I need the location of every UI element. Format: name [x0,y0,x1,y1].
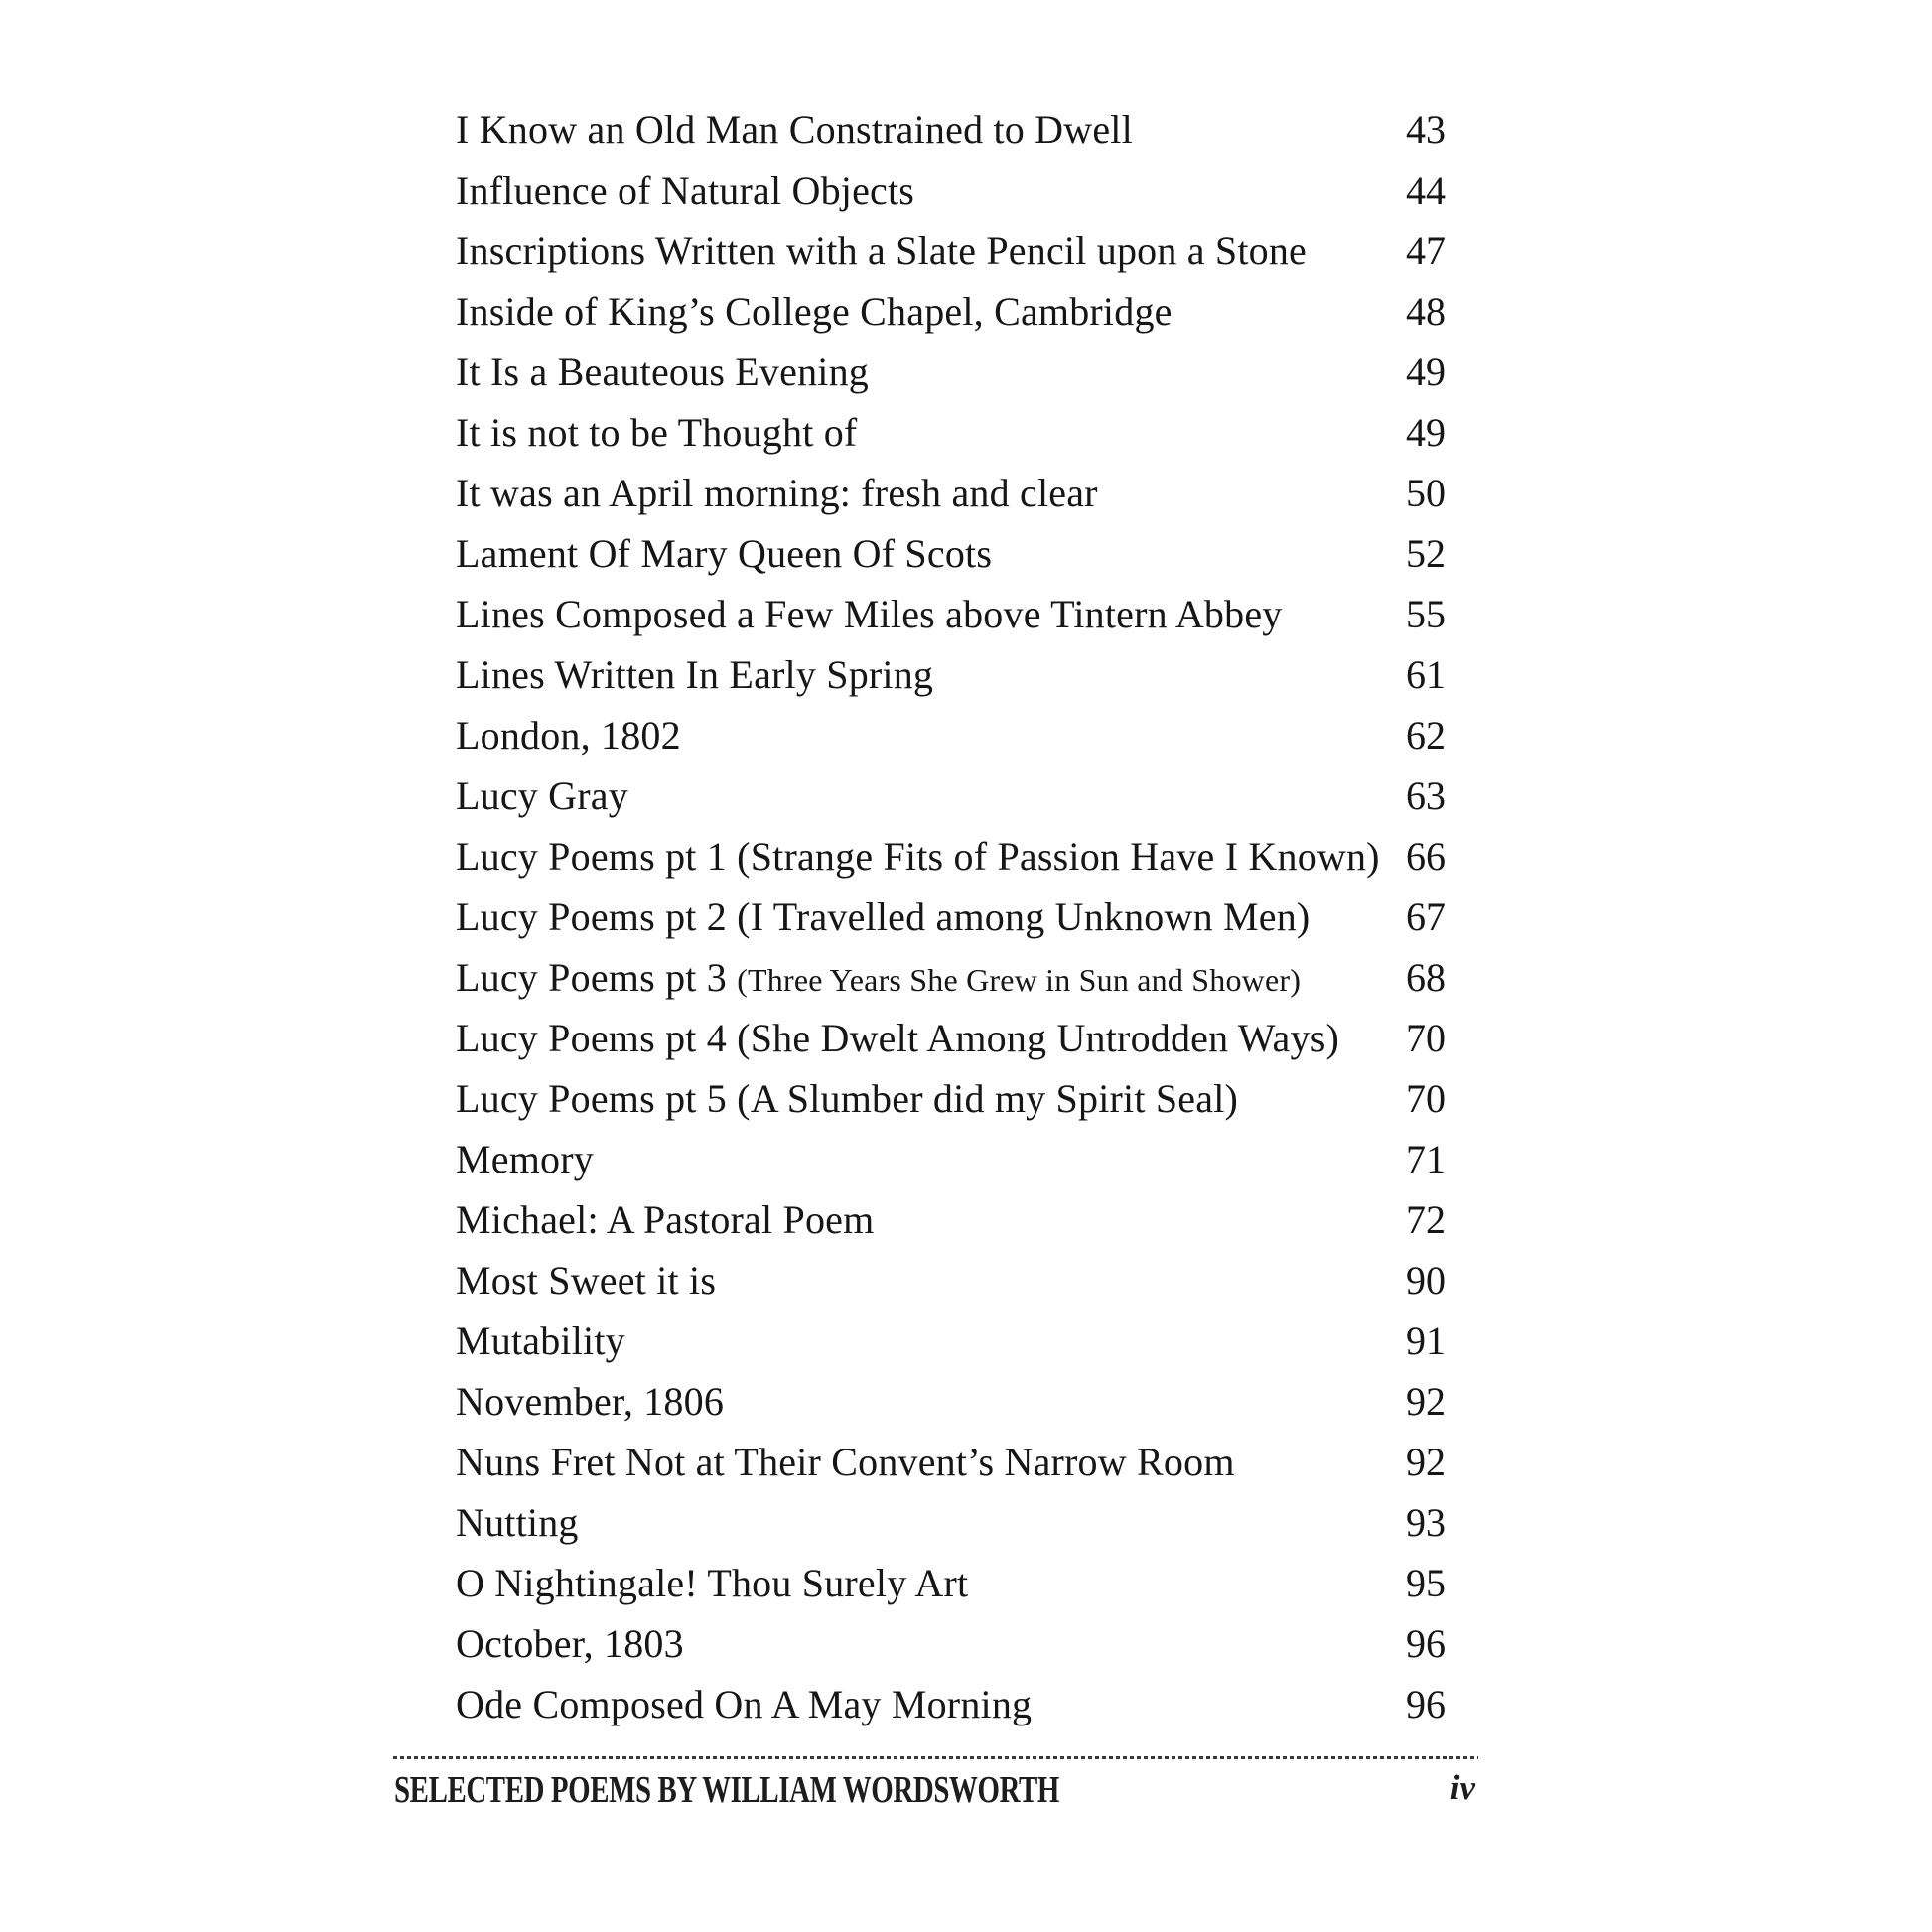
toc-entry-title-text: Nutting [456,1500,579,1545]
toc-entry [456,644,1446,705]
toc-entry [456,1311,1446,1371]
toc-entry-page: 50 [1406,471,1446,515]
toc-entry-page: 62 [1406,713,1446,758]
toc-entry [456,220,1446,281]
toc-entry [456,1674,1446,1734]
toc-entry-title-text: Lucy Poems pt 1 (Strange Fits of Passion Have I Known) [456,834,1380,879]
toc-entry-title [456,1553,968,1616]
toc-entry-title-text: Inscriptions Written with a Slate Pencil upon a Stone [456,228,1308,273]
toc-entry-title-text: Ode Composed On A May Morning [456,1682,1033,1726]
toc-entry-title [456,826,1380,890]
table-of-contents [456,99,1446,1734]
toc-entry-page: 55 [1406,592,1446,636]
toc-entry-page: 90 [1406,1258,1446,1303]
toc-entry-page: 52 [1406,531,1446,576]
toc-entry-title-text: November, 1806 [456,1379,725,1424]
toc-entry-title-text: I Know an Old Man Constrained to Dwell [456,107,1133,152]
toc-entry-title-text: Memory [456,1137,594,1181]
toc-entry [456,1189,1446,1250]
toc-entry [456,1008,1446,1068]
toc-entry-title [456,947,1301,1011]
toc-entry-title [456,523,992,587]
toc-entry-page: 48 [1406,289,1446,334]
toc-entry-title [456,1068,1238,1132]
toc-entry-title-text: O Nightingale! Thou Surely Art [456,1561,969,1605]
toc-entry-title-text: October, 1803 [456,1621,684,1666]
toc-entry-page: 96 [1406,1682,1446,1726]
toc-entry-page: 92 [1406,1379,1446,1424]
footer-book-title: SELECTED POEMS BY WILLIAM WORDSWORTH [394,1769,1060,1811]
toc-entry-title-text: Most Sweet it is [456,1258,717,1303]
toc-entry-page: 43 [1406,107,1446,152]
toc-entry-title-text: Nuns Fret Not at Their Convent’s Narrow Room [456,1440,1235,1484]
toc-entry [456,887,1446,947]
toc-entry-title [456,99,1133,163]
toc-entry-title [456,1674,1032,1737]
toc-entry-title [456,584,1282,647]
toc-entry [456,1613,1446,1674]
toc-entry-title [456,1613,684,1677]
toc-entry-page: 44 [1406,168,1446,212]
toc-entry [456,1432,1446,1492]
toc-entry-title-small: (Three Years She Grew in Sun and Shower) [737,962,1302,998]
toc-entry [456,99,1446,160]
toc-entry-title-text: Inside of King’s College Chapel, Cambridge [456,289,1173,334]
toc-entry-title-text: Lines Written In Early Spring [456,652,934,697]
toc-entry-title-text: It is not to be Thought of [456,410,858,455]
toc-entry-title-text: Influence of Natural Objects [456,168,915,212]
toc-entry-page: 93 [1406,1500,1446,1545]
toc-entry-title-text: Lucy Poems pt 4 (She Dwelt Among Untrodden Ways) [456,1016,1339,1060]
toc-entry [456,1492,1446,1553]
toc-entry-title-text: It Is a Beauteous Evening [456,349,869,394]
toc-entry-title [456,705,681,768]
toc-entry-title [456,220,1307,284]
footer-divider [393,1756,1478,1759]
toc-entry-title-text: Mutability [456,1318,625,1363]
toc-entry-page: 66 [1406,834,1446,879]
toc-entry-page: 71 [1406,1137,1446,1181]
toc-entry-title-text: London, 1802 [456,713,681,758]
toc-entry-title-text: Lucy Gray [456,773,628,818]
toc-entry-title-text: It was an April morning: fresh and clear [456,471,1098,515]
toc-entry-title-text: Lucy Poems pt 5 (A Slumber did my Spirit Seal) [456,1076,1239,1121]
toc-entry-page: 47 [1406,228,1446,273]
toc-entry [456,1553,1446,1613]
toc-entry-page: 61 [1406,652,1446,697]
toc-entry-page: 67 [1406,895,1446,939]
footer-page-number: iv [1449,1768,1475,1807]
toc-entry [456,765,1446,826]
toc-entry-page: 91 [1406,1318,1446,1363]
toc-entry-title-text: Lament Of Mary Queen Of Scots [456,531,993,576]
toc-entry [456,160,1446,220]
toc-entry-page: 96 [1406,1621,1446,1666]
toc-entry [456,826,1446,887]
toc-entry [456,523,1446,584]
toc-entry-page: 92 [1406,1440,1446,1484]
toc-entry-title [456,1311,625,1374]
toc-entry [456,1250,1446,1311]
toc-entry-title [456,281,1173,345]
toc-entry [456,402,1446,463]
toc-entry [456,947,1446,1008]
toc-entry-title [456,644,933,708]
toc-entry-title [456,402,857,466]
toc-entry-page: 63 [1406,773,1446,818]
toc-entry-page: 70 [1406,1076,1446,1121]
toc-entry [456,463,1446,523]
toc-entry-page: 68 [1406,955,1446,1000]
toc-entry-title [456,463,1098,526]
toc-entry-title [456,1432,1235,1495]
toc-entry-page: 95 [1406,1561,1446,1605]
toc-entry-page: 49 [1406,349,1446,394]
toc-entry-title [456,1129,594,1192]
toc-entry-title [456,160,914,223]
toc-entry-title [456,1250,716,1313]
toc-entry-title [456,1371,724,1435]
toc-entry-title-text: Lucy Poems pt 2 (I Travelled among Unknown Men) [456,895,1311,939]
toc-entry [456,281,1446,342]
toc-entry [456,1068,1446,1129]
toc-entry-page: 49 [1406,410,1446,455]
toc-entry-title [456,342,869,405]
toc-entry-title [456,1492,579,1556]
toc-entry [456,705,1446,765]
toc-entry [456,342,1446,402]
toc-entry [456,1129,1446,1189]
toc-entry-title [456,765,628,829]
toc-entry-page: 70 [1406,1016,1446,1060]
toc-entry [456,1371,1446,1432]
toc-entry-title [456,1189,874,1253]
toc-entry-title [456,887,1310,950]
toc-entry-title-text: Lucy Poems pt 3 [456,955,738,1000]
toc-entry-title [456,1008,1339,1071]
toc-entry-title-text: Lines Composed a Few Miles above Tintern Abbey [456,592,1283,636]
toc-entry [456,584,1446,644]
toc-entry-title-text: Michael: A Pastoral Poem [456,1197,875,1242]
toc-entry-page: 72 [1406,1197,1446,1242]
